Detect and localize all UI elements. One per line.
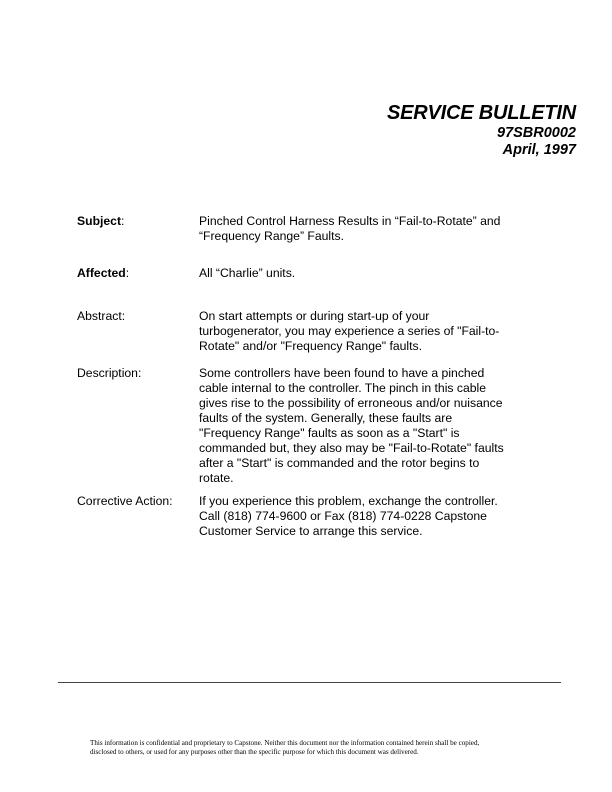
abstract-value: On start attempts or during start-up of your turbogenerator, you may experience a series of "Fail-to- Rotate" and/or "Frequency Range" faults. — [199, 309, 500, 353]
subject-value: Pinched Control Harness Results in “Fail-to-Rotate” and “Frequency Range” Faults. — [199, 214, 501, 243]
confidentiality-notice: This information is confidential and proprietary to Capstone. Neither this document nor the information contained herein shall be copied, disclosed to others, or used for any purposes other than the specific purpose for which this document was delivered. — [90, 739, 480, 756]
affected-value: All “Charlie” units. — [199, 266, 296, 280]
description-value: Some controllers have been found to have a pinched cable internal to the controller. The pinch in this cable gives rise to the possibility of erroneous and/or nuisance faults of the system. Generally, these faults are "Frequency Range" faults as soon as a "Start" is commanded but, they also may be "Fail-to-Rotate" faults after a "Start" is commanded and the rotor begins to rotate. — [199, 366, 504, 485]
subject-label-text: Subject — [77, 214, 122, 228]
bulletin-header — [387, 101, 576, 159]
subject-label — [77, 214, 124, 229]
affected-label-colon: : — [125, 266, 130, 280]
corrective-action-value: If you experience this problem, exchange the controller. Call (818) 774-9600 or Fax (818) 774-0228 Capstone Customer Service to arrange this service. — [199, 494, 498, 538]
affected-label-text: Affected — [77, 266, 126, 280]
description-label: Description: — [77, 366, 142, 380]
bulletin-title: SERVICE BULLETIN — [386, 102, 576, 124]
abstract-label: Abstract: — [77, 309, 126, 323]
affected-label — [77, 266, 129, 281]
corrective-action-label: Corrective Action: — [77, 494, 173, 508]
bulletin-number: 97SBR0002 — [497, 125, 576, 141]
subject-label-colon: : — [121, 214, 125, 228]
footer-divider — [58, 682, 561, 683]
bulletin-date: April, 1997 — [502, 142, 576, 158]
